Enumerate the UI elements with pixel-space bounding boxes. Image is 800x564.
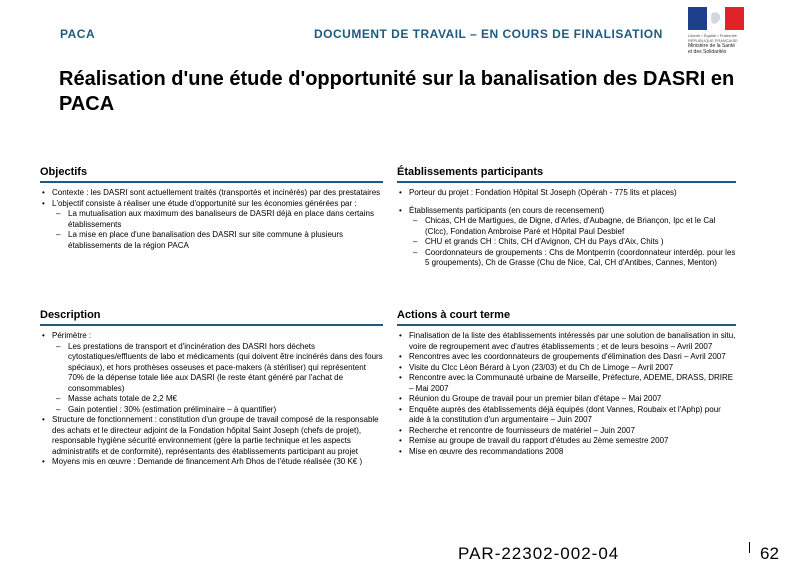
list-item: • Moyens mis en œuvre : Demande de financement Arh Dhos de l'étude réalisée (30 K€ ) xyxy=(52,457,383,468)
ministry-logo xyxy=(686,6,746,60)
list-item: • L'objectif consiste à réaliser une étude d'opportunité sur les économies générées par : xyxy=(52,199,383,210)
list-subitem: – La mutualisation aux maximum des banaliseurs de DASRI déjà en place dans certains établissements xyxy=(52,209,383,230)
footer-divider xyxy=(749,542,750,553)
section-etablissements xyxy=(397,166,736,269)
section-description xyxy=(40,309,383,468)
list-item: • Remise au groupe de travail du rapport d'études au 2ème semestre 2007 xyxy=(409,436,736,447)
list-item: • Finalisation de la liste des établissements intéressés par une solution de banalisation in situ, voire de regroupement avec d'autres établissements ; et de leurs besoins – Avril 2007 xyxy=(409,331,736,352)
page-number: 62 xyxy=(760,544,779,563)
section-title: Établissements participants xyxy=(397,166,736,183)
list-subitem: – Les prestations de transport et d'incinération des DASRI hors déchets cytostatiques/effluents de labo et médicaments (qui doivent être incinérés dans des fours spéciaux), et hors prothèses osseuses et pace-makers (à stériliser) qui représentent 70% de la dépense totale liée aux DASRI (le reste étant généré par l'achat de consommables) xyxy=(52,342,383,395)
list-item: • Contexte : les DASRI sont actuellement traités (transportés et incinérés) par des prestataires xyxy=(52,188,383,199)
section-title: Description xyxy=(40,309,383,326)
list-item: • Structure de fonctionnement : constitution d'un groupe de travail composé de la responsable des achats et le directeur adjoint de la Fondation hôpital Saint Joseph (chefs de projet), responsable hygiène sécurité environnement (gère la partie technique et les aspects administratifs et de conformité), représentants des établissements participant au projet xyxy=(52,415,383,457)
list-subitem: – Gain potentiel : 30% (estimation préliminaire – à quantifier) xyxy=(52,405,383,416)
list-item: • Rencontres avec les coordonnateurs de groupements d'élimination des Dasri – Avril 2007 xyxy=(409,352,736,363)
list-item: • Réunion du Groupe de travail pour un premier bilan d'étape – Mai 2007 xyxy=(409,394,736,405)
document-code: PAR-22302-002-04 xyxy=(458,544,620,563)
logo-motto: Liberté • Égalité • Fraternité xyxy=(688,33,737,38)
list-subitem: – CHU et grands CH : Chits, CH d'Avignon, CH du Pays d'Aix, Chits ) xyxy=(409,237,736,248)
list-item: • Rencontre avec la Communauté urbaine de Marseille, Préfecture, ADEME, DRASS, DRIRE – Mai 2007 xyxy=(409,373,736,394)
french-flag-icon xyxy=(688,7,744,30)
list-item: • Enquête auprès des établissements déjà équipés (dont Vannes, Roubaix et l'Aphp) pour aide à la constitution d'un argumentaire – Juin 2007 xyxy=(409,405,736,426)
list-item: • Périmètre : xyxy=(52,331,383,342)
list-item: • Recherche et rencontre de fournisseurs de matériel – Juin 2007 xyxy=(409,426,736,437)
section-objectifs xyxy=(40,166,383,251)
list-item: • Porteur du projet : Fondation Hôpital St Joseph (Opérah - 775 lits et places) xyxy=(409,188,736,199)
list-subitem: – Chicas, CH de Martigues, de Digne, d'Arles, d'Aubagne, de Briançon, Ipc et le Cal (Clcc), Fondation Ambroise Paré et Hôpital Paul Desbief xyxy=(409,216,736,237)
logo-republic: RÉPUBLIQUE FRANÇAISE xyxy=(688,38,738,43)
list-item: • Établissements participants (en cours de recensement) xyxy=(409,206,736,217)
section-actions xyxy=(397,309,736,457)
page-title: Réalisation d'une étude d'opportunité sur la banalisation des DASRI en PACA xyxy=(59,68,735,115)
logo-ministry-2: et des Solidarités xyxy=(688,49,727,55)
list-item: • Mise en œuvre des recommandations 2008 xyxy=(409,447,736,458)
logo-ministry-1: Ministère de la Santé xyxy=(688,43,735,49)
list-subitem: – La mise en place d'une banalisation des DASRI sur site commune à plusieurs établissements de la région PACA xyxy=(52,230,383,251)
region-label: PACA xyxy=(60,27,96,41)
list-subitem: – Masse achats totale de 2,2 M€ xyxy=(52,394,383,405)
section-title: Actions à court terme xyxy=(397,309,736,326)
list-item: • Visite du Clcc Léon Bérard à Lyon (23/03) et du Ch de Limoge – Avril 2007 xyxy=(409,363,736,374)
list-subitem: – Coordonnateurs de groupements : Chs de Montperrin (coordonnateur interdép. pour les 5 groupements), Ch de Grasse (Chu de Nice, Cal, CH d'Antibes, Cannes, Menton) xyxy=(409,248,736,269)
document-status: DOCUMENT DE TRAVAIL – EN COURS DE FINALISATION xyxy=(314,27,663,41)
section-title: Objectifs xyxy=(40,166,383,183)
